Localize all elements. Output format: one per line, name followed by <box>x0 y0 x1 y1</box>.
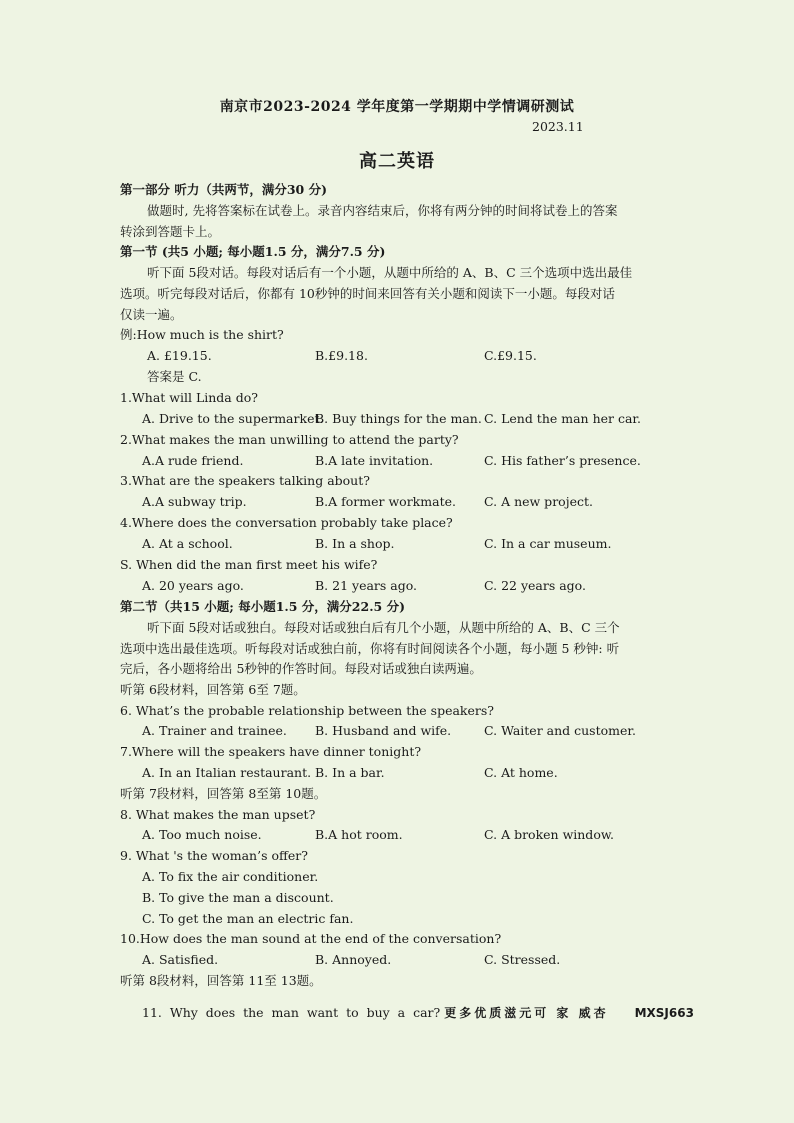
part1-instruction: 做题时, 先将答案标在试卷上。录音内容结束后，你将有两分钟的时间将试卷上的答案 <box>147 203 618 218</box>
question-4-option-a: A. At a school. <box>142 536 233 551</box>
subject-title: 高二英语 <box>359 151 435 172</box>
question-8-option-a: A. Too much noise. <box>142 827 262 842</box>
question-10-option-c: C. Stressed. <box>484 952 561 967</box>
material-6-heading: 听第 6段材料，回答第 6至 7题。 <box>120 682 306 697</box>
watermark-code: MXSJ663 <box>634 1006 694 1020</box>
question-2-option-b: B.A late invitation. <box>315 453 434 468</box>
question-2-option-c: C. His father’s presence. <box>484 453 641 468</box>
section1-instruction-end: 仅读一遍。 <box>120 307 183 322</box>
question-7-option-b: B. In a bar. <box>315 765 385 780</box>
question-4-option-c: C. In a car museum. <box>484 536 612 551</box>
example-option-a: A. £19.15. <box>147 348 212 363</box>
question-9: 9. What 's the woman’s offer? <box>120 848 308 863</box>
section2-heading: 第二节（共15 小题; 每小题1.5 分，满分22.5 分) <box>120 599 406 614</box>
question-1-option-c: C. Lend the man her car. <box>484 411 641 426</box>
material-8-heading: 听第 8段材料，回答第 11至 13题。 <box>120 973 322 988</box>
question-11: 11. Why does the man want to buy a car? <box>142 1005 441 1020</box>
question-7-option-a: A. In an Italian restaurant. <box>142 765 312 780</box>
watermark-text: 更多优质滋元可 家 威杏 <box>444 1006 609 1020</box>
exam-title: 南京市2023-2024 学年度第一学期期中学情调研测试 <box>219 99 575 115</box>
question-4: 4.Where does the conversation probably take place? <box>120 515 453 530</box>
section1-instruction: 听下面 5段对话。每段对话后有一个小题，从题中所给的 A、B、C 三个选项中选出最佳 <box>147 265 633 280</box>
section2-instruction-cont: 选项中选出最佳选项。听每段对话或独白前，你将有时间阅读各个小题，每小题 5 秒钟: 听 <box>120 641 620 656</box>
question-7-option-c: C. At home. <box>484 765 558 780</box>
section2-instruction: 听下面 5段对话或独白。每段对话或独白后有几个小题，从题中所给的 A、B、C 三个 <box>147 620 620 635</box>
exam-date: 2023.11 <box>532 119 584 134</box>
question-10: 10.How does the man sound at the end of the conversation? <box>120 931 502 946</box>
question-2-option-a: A.A rude friend. <box>142 453 244 468</box>
question-6-option-c: C. Waiter and customer. <box>484 723 636 738</box>
question-5: S. When did the man first meet his wife? <box>120 557 378 572</box>
question-5-option-c: C. 22 years ago. <box>484 578 586 593</box>
question-1-option-b: B. Buy things for the man. <box>315 411 482 426</box>
question-8: 8. What makes the man upset? <box>120 807 316 822</box>
section1-heading: 第一节 (共5 小题; 每小题1.5 分，满分7.5 分) <box>120 244 386 259</box>
question-5-option-a: A. 20 years ago. <box>142 578 244 593</box>
question-1: 1.What will Linda do? <box>120 390 258 405</box>
question-9-option-c: C. To get the man an electric fan. <box>142 911 354 926</box>
part1-heading: 第一部分 听力（共两节，满分30 分) <box>120 182 328 197</box>
question-8-option-c: C. A broken window. <box>484 827 615 842</box>
question-3-option-c: C. A new project. <box>484 494 593 509</box>
question-11-line <box>142 1004 694 1022</box>
question-9-option-a: A. To fix the air conditioner. <box>142 869 319 884</box>
question-2: 2.What makes the man unwilling to attend the party? <box>120 432 459 447</box>
question-4-option-b: B. In a shop. <box>315 536 395 551</box>
question-10-option-a: A. Satisfied. <box>142 952 219 967</box>
question-8-option-b: B.A hot room. <box>315 827 403 842</box>
part1-instruction-cont: 转涂到答题卡上。 <box>120 224 221 239</box>
section2-instruction-end: 完后，各小题将给出 5秒钟的作答时间。每段对话或独白读两遍。 <box>120 661 482 676</box>
question-6: 6. What’s the probable relationship between the speakers? <box>120 703 494 718</box>
question-1-option-a: A. Drive to the supermarket. <box>142 411 324 426</box>
example-question: 例:How much is the shirt? <box>120 327 284 342</box>
question-3-option-b: B.A former workmate. <box>315 494 456 509</box>
question-6-option-a: A. Trainer and trainee. <box>142 723 287 738</box>
material-7-heading: 听第 7段材料，回答第 8至第 10题。 <box>120 786 327 801</box>
question-3: 3.What are the speakers talking about? <box>120 473 370 488</box>
section1-instruction-cont: 选项。听完每段对话后，你都有 10秒钟的时间来回答有关小题和阅读下一小题。每段对话 <box>120 286 615 301</box>
example-option-c: C.£9.15. <box>484 348 537 363</box>
question-3-option-a: A.A subway trip. <box>142 494 247 509</box>
question-9-option-b: B. To give the man a discount. <box>142 890 334 905</box>
example-option-b: B.£9.18. <box>315 348 368 363</box>
question-7: 7.Where will the speakers have dinner tonight? <box>120 744 422 759</box>
example-answer: 答案是 C. <box>147 369 202 384</box>
question-5-option-b: B. 21 years ago. <box>315 578 418 593</box>
question-10-option-b: B. Annoyed. <box>315 952 392 967</box>
question-6-option-b: B. Husband and wife. <box>315 723 452 738</box>
